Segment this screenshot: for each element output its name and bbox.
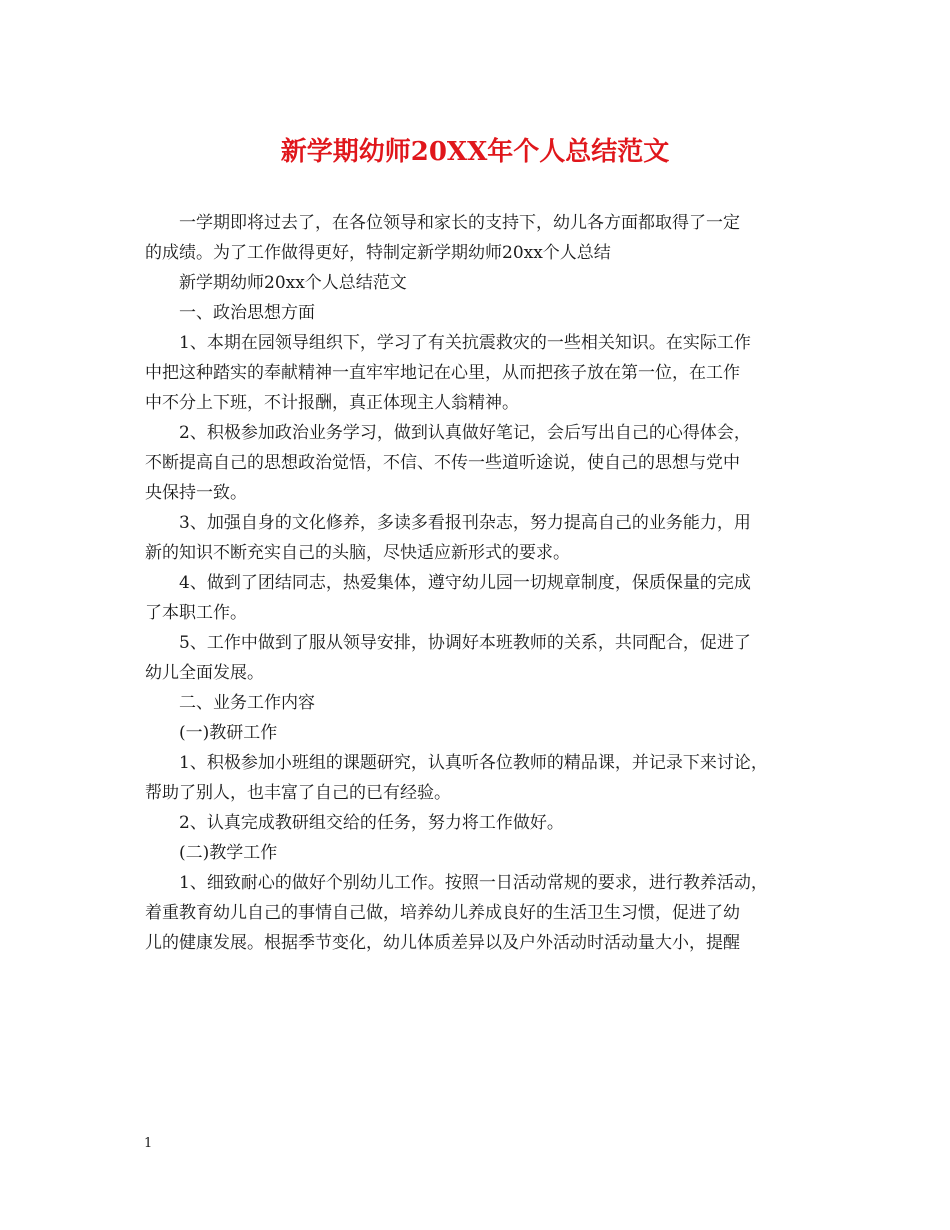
paragraph-line: 3、加强自身的文化修养，多读多看报刊杂志，努力提高自己的业务能力，用 <box>179 513 751 533</box>
paragraph-line: 二、业务工作内容 <box>179 693 315 713</box>
body-paragraph <box>145 418 815 508</box>
body-paragraph <box>145 628 815 688</box>
paragraph-line: 中把这种踏实的奉献精神一直牢牢地记在心里，从而把孩子放在第一位，在工作 <box>145 363 740 383</box>
paragraph-line: 帮助了别人，也丰富了自己的已有经验。 <box>145 783 451 803</box>
paragraph-line: 一学期即将过去了，在各位领导和家长的支持下，幼儿各方面都取得了一定 <box>179 213 740 233</box>
paragraph-line: 新学期幼师20xx个人总结范文 <box>179 273 407 293</box>
body-paragraph <box>145 208 815 268</box>
paragraph-line: 1、积极参加小班组的课题研究，认真听各位教师的精品课，并记录下来讨论， <box>179 753 768 773</box>
paragraph-line: 儿的健康发展。根据季节变化，幼儿体质差异以及户外活动时活动量大小，提醒 <box>145 933 740 953</box>
paragraph-line: 1、细致耐心的做好个别幼儿工作。按照一日活动常规的要求，进行教养活动， <box>179 873 768 893</box>
document-title: 新学期幼师20XX年个人总结范文 <box>280 137 670 167</box>
paragraph-line: 4、做到了团结同志，热爱集体，遵守幼儿园一切规章制度，保质保量的完成 <box>179 573 751 593</box>
paragraph-line: 2、认真完成教研组交给的任务，努力将工作做好。 <box>179 813 564 833</box>
body-paragraph <box>145 298 815 328</box>
paragraph-line: 了本职工作。 <box>145 603 247 623</box>
paragraph-line: 中不分上下班，不计报酬，真正体现主人翁精神。 <box>145 393 519 413</box>
paragraph-line: 的成绩。为了工作做得更好，特制定新学期幼师20xx个人总结 <box>145 243 611 263</box>
body-paragraph <box>145 868 815 958</box>
body-paragraph <box>145 688 815 718</box>
paragraph-line: 一、政治思想方面 <box>179 303 315 323</box>
paragraph-line: 幼儿全面发展。 <box>145 663 264 683</box>
paragraph-line: (一)教研工作 <box>179 723 278 743</box>
document-body <box>145 208 815 958</box>
paragraph-line: 新的知识不断充实自己的头脑，尽快适应新形式的要求。 <box>145 543 570 563</box>
body-paragraph <box>145 268 815 298</box>
body-paragraph <box>145 748 815 808</box>
body-paragraph <box>145 838 815 868</box>
paragraph-line: 1、本期在园领导组织下，学习了有关抗震救灾的一些相关知识。在实际工作 <box>179 333 751 353</box>
paragraph-line: 不断提高自己的思想政治觉悟，不信、不传一些道听途说，使自己的思想与党中 <box>145 453 740 473</box>
body-paragraph <box>145 328 815 418</box>
body-paragraph <box>145 718 815 748</box>
paragraph-line: 着重教育幼儿自己的事情自己做，培养幼儿养成良好的生活卫生习惯，促进了幼 <box>145 903 740 923</box>
paragraph-line: 5、工作中做到了服从领导安排，协调好本班教师的关系，共同配合，促进了 <box>179 633 751 653</box>
body-paragraph <box>145 508 815 568</box>
body-paragraph <box>145 808 815 838</box>
paragraph-line: 央保持一致。 <box>145 483 247 503</box>
paragraph-line: (二)教学工作 <box>179 843 278 863</box>
page-number: 1 <box>144 1136 153 1151</box>
body-paragraph <box>145 568 815 628</box>
paragraph-line: 2、积极参加政治业务学习，做到认真做好笔记，会后写出自己的心得体会， <box>179 423 751 443</box>
